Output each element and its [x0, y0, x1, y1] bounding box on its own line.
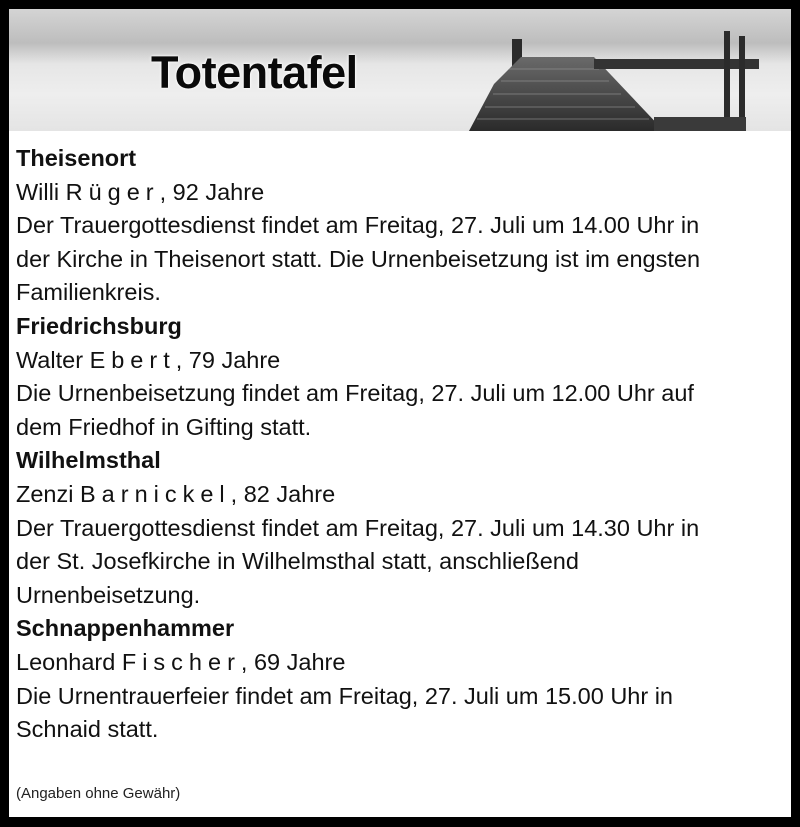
- surname: Fischer: [121, 648, 241, 675]
- deceased-name: [16, 646, 786, 680]
- service-details-line: der Kirche in Theisenort statt. Die Urnenbeisetzung ist im engsten: [16, 245, 701, 272]
- obituary-entry: [16, 310, 786, 444]
- age: , 69 Jahre: [240, 648, 346, 675]
- first-name: Leonhard: [16, 648, 116, 675]
- service-details-line: Der Trauergottesdienst findet am Freitag, 27. Juli um 14.30 Uhr in: [16, 514, 700, 541]
- obituary-entry: [16, 612, 786, 746]
- disclaimer: (Angaben ohne Gewähr): [16, 785, 181, 802]
- first-name: Walter: [16, 346, 84, 373]
- header-banner: [9, 9, 791, 131]
- service-details-line: der St. Josefkirche in Wilhelmsthal statt, anschließend: [16, 548, 579, 575]
- deceased-name: [16, 344, 786, 378]
- service-details-line: Die Urnentrauerfeier findet am Freitag, 27. Juli um 15.00 Uhr in: [16, 682, 674, 709]
- obituary-entry: [16, 444, 786, 612]
- page-title: Totentafel: [151, 47, 358, 98]
- age: , 79 Jahre: [175, 346, 281, 373]
- service-details-line: Die Urnenbeisetzung findet am Freitag, 27. Juli um 12.00 Uhr auf: [16, 380, 694, 407]
- surname: Ebert: [89, 346, 176, 373]
- entries-list: [16, 142, 786, 747]
- pier-photo: [449, 9, 791, 131]
- surname: Rüger: [65, 178, 160, 205]
- place-heading: Friedrichsburg: [16, 312, 182, 339]
- service-details-line: dem Friedhof in Gifting statt.: [16, 413, 312, 440]
- surname: Barnickel: [80, 480, 231, 507]
- age: , 82 Jahre: [230, 480, 336, 507]
- age: , 92 Jahre: [159, 178, 265, 205]
- deceased-name: [16, 478, 786, 512]
- service-details-line: Schnaid statt.: [16, 716, 159, 743]
- service-details-line: Der Trauergottesdienst findet am Freitag, 27. Juli um 14.00 Uhr in: [16, 212, 700, 239]
- deceased-name: [16, 176, 786, 210]
- service-details-line: Familienkreis.: [16, 279, 161, 306]
- place-heading: Theisenort: [16, 145, 137, 171]
- place-heading: Schnappenhammer: [16, 615, 235, 642]
- obituary-entry: [16, 142, 786, 310]
- obituary-sheet: [9, 9, 791, 817]
- place-heading: Wilhelmsthal: [16, 447, 161, 474]
- first-name: Willi: [16, 178, 60, 205]
- service-details-line: Urnenbeisetzung.: [16, 581, 201, 608]
- first-name: Zenzi: [16, 480, 74, 507]
